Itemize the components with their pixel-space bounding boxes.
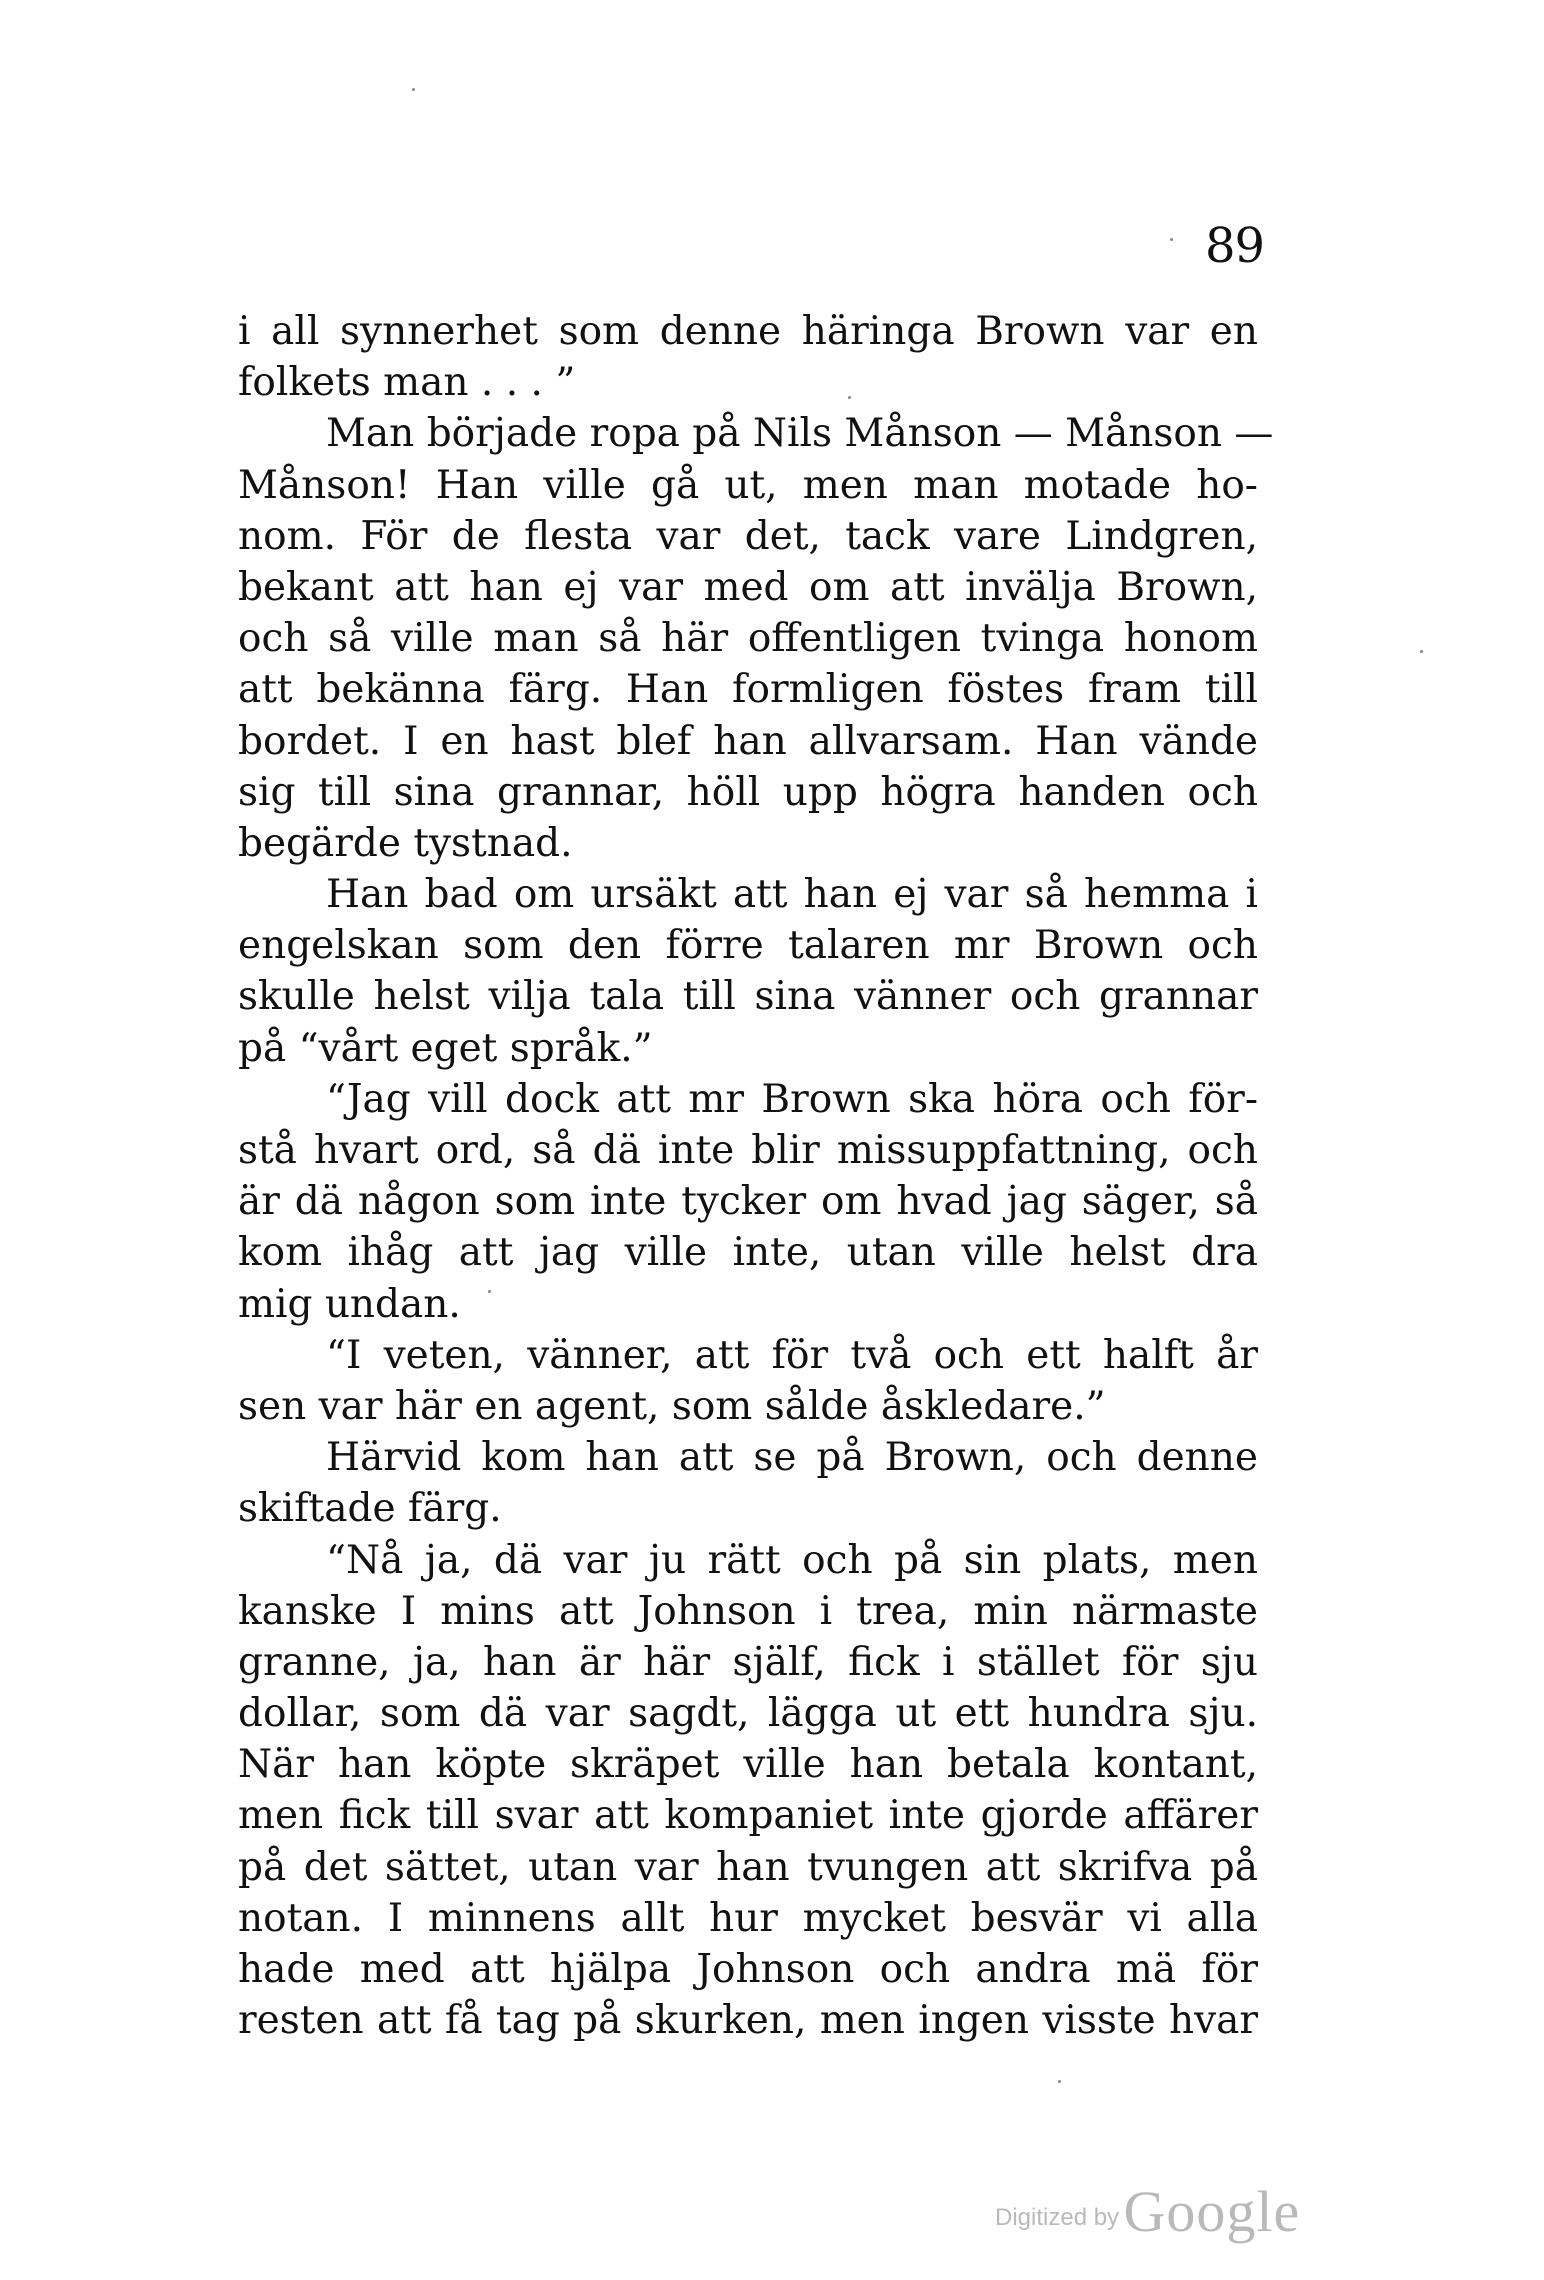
text-line: kom ihåg att jag ville inte, utan ville helst dra	[238, 1230, 1258, 1276]
page-number: 89	[1205, 218, 1265, 274]
scan-speck	[848, 396, 851, 399]
body-text	[238, 306, 1274, 2046]
text-line: notan. I minnens allt hur mycket besvär vi alla	[238, 1895, 1258, 1941]
text-line: sen var här en agent, som sålde åskledare.”	[238, 1383, 1106, 1429]
text-line: på “vårt eget språk.”	[238, 1025, 653, 1071]
text-line: men fick till svar att kompaniet inte gjorde affärer	[238, 1793, 1258, 1839]
text-line: bekant att han ej var med om att invälja Brown,	[238, 564, 1258, 610]
text-line: Han bad om ursäkt att han ej var så hemma i	[326, 872, 1258, 918]
text-line: mig undan.	[238, 1281, 461, 1327]
text-line: engelskan som den förre talaren mr Brown och	[238, 923, 1258, 969]
text-line: bordet. I en hast blef han allvarsam. Han vände	[238, 718, 1258, 764]
watermark-prefix: Digitized by	[995, 2204, 1120, 2231]
text-line: Härvid kom han att se på Brown, och denne	[326, 1435, 1258, 1481]
scan-speck	[1058, 2080, 1061, 2083]
text-line: skiftade färg.	[238, 1486, 502, 1532]
text-line: “Nå ja, dä var ju rätt och på sin plats, men	[326, 1537, 1258, 1583]
text-line: hade med att hjälpa Johnson och andra mä för	[238, 1947, 1258, 1992]
text-line: folkets man . . . ”	[238, 360, 576, 406]
text-line: och så ville man så här offentligen tvinga honom	[238, 616, 1258, 662]
scan-speck	[1170, 238, 1173, 241]
text-line: “I veten, vänner, att för två och ett halft år	[326, 1332, 1258, 1378]
text-line: skulle helst vilja tala till sina vänner och grannar	[238, 974, 1258, 1020]
text-line: att bekänna färg. Han formligen föstes fram till	[238, 667, 1258, 713]
text-line: resten att få tag på skurken, men ingen visste hvar	[238, 1998, 1258, 2044]
text-line: granne, ja, han är här själf, fick i stället för sju	[238, 1639, 1258, 1685]
text-line: kanske I mins att Johnson i trea, min närmaste	[238, 1588, 1258, 1634]
text-line: stå hvart ord, så dä inte blir missuppfattning, och	[238, 1128, 1258, 1173]
text-line: sig till sina grannar, höll upp högra handen och	[238, 769, 1258, 815]
scan-speck	[488, 1290, 491, 1293]
text-line: är dä någon som inte tycker om hvad jag säger, så	[238, 1179, 1258, 1225]
text-line: nom. För de flesta var det, tack vare Lindgren,	[238, 513, 1258, 559]
scan-speck	[1420, 650, 1423, 653]
text-line: på det sättet, utan var han tvungen att skrifva på	[238, 1844, 1258, 1890]
text-line: dollar, som dä var sagdt, lägga ut ett hundra sju.	[238, 1691, 1258, 1737]
digitized-watermark	[995, 2178, 1300, 2245]
text-line: “Jag vill dock att mr Brown ska höra och för-	[326, 1076, 1258, 1122]
text-line: När han köpte skräpet ville han betala kontant,	[238, 1742, 1258, 1788]
text-line: Man började ropa på Nils Månson — Månson —	[326, 411, 1274, 457]
text-line: Månson! Han ville gå ut, men man motade ho-	[238, 462, 1258, 508]
scan-speck	[412, 88, 415, 91]
text-line: i all synnerhet som denne häringa Brown var en	[238, 309, 1258, 354]
text-line: begärde tystnad.	[238, 820, 573, 866]
watermark-brand: Google	[1123, 2179, 1301, 2244]
